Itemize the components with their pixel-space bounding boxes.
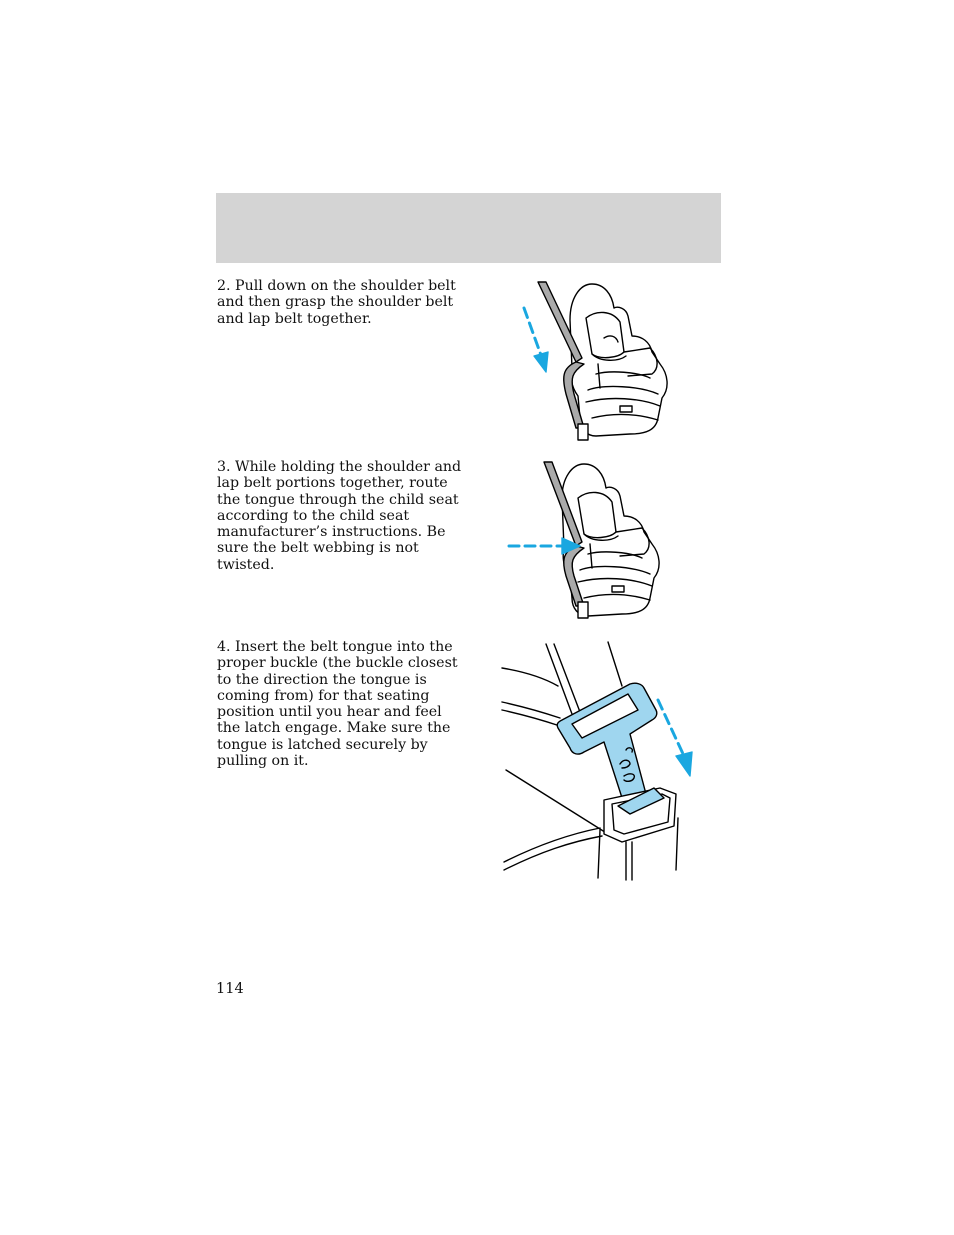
step-4-text: 4. Insert the belt tongue into the proper buckle (the buckle closest to the direction the tongue is coming from) for that seating position until you hear and feel the latch engage. Make sure the tongue is latched securely by pulling on it. xyxy=(217,639,458,770)
step-2-text: 2. Pull down on the shoulder belt and then grasp the shoulder belt and lap belt together. xyxy=(217,278,456,327)
insert-down-arrow-icon xyxy=(658,700,692,776)
step-3-text: 3. While holding the shoulder and lap belt portions together, route the tongue through the child seat according to the child seat manufacturer’s instructions. Be sure the belt webbing is not twisted. xyxy=(217,459,462,573)
section-header-bar xyxy=(216,193,721,263)
buckle-icon xyxy=(598,788,678,880)
child-seat-pull-down-illustration xyxy=(500,278,675,446)
page-number: 114 xyxy=(216,981,244,997)
seat-cushion-lines xyxy=(502,668,608,870)
pull-down-arrow-icon xyxy=(524,308,548,372)
child-seat-drawing xyxy=(570,284,667,436)
child-seat-route-tongue-illustration xyxy=(500,458,675,626)
belt-tongue-icon xyxy=(557,683,657,804)
belt-tongue-buckle-illustration xyxy=(500,638,700,883)
